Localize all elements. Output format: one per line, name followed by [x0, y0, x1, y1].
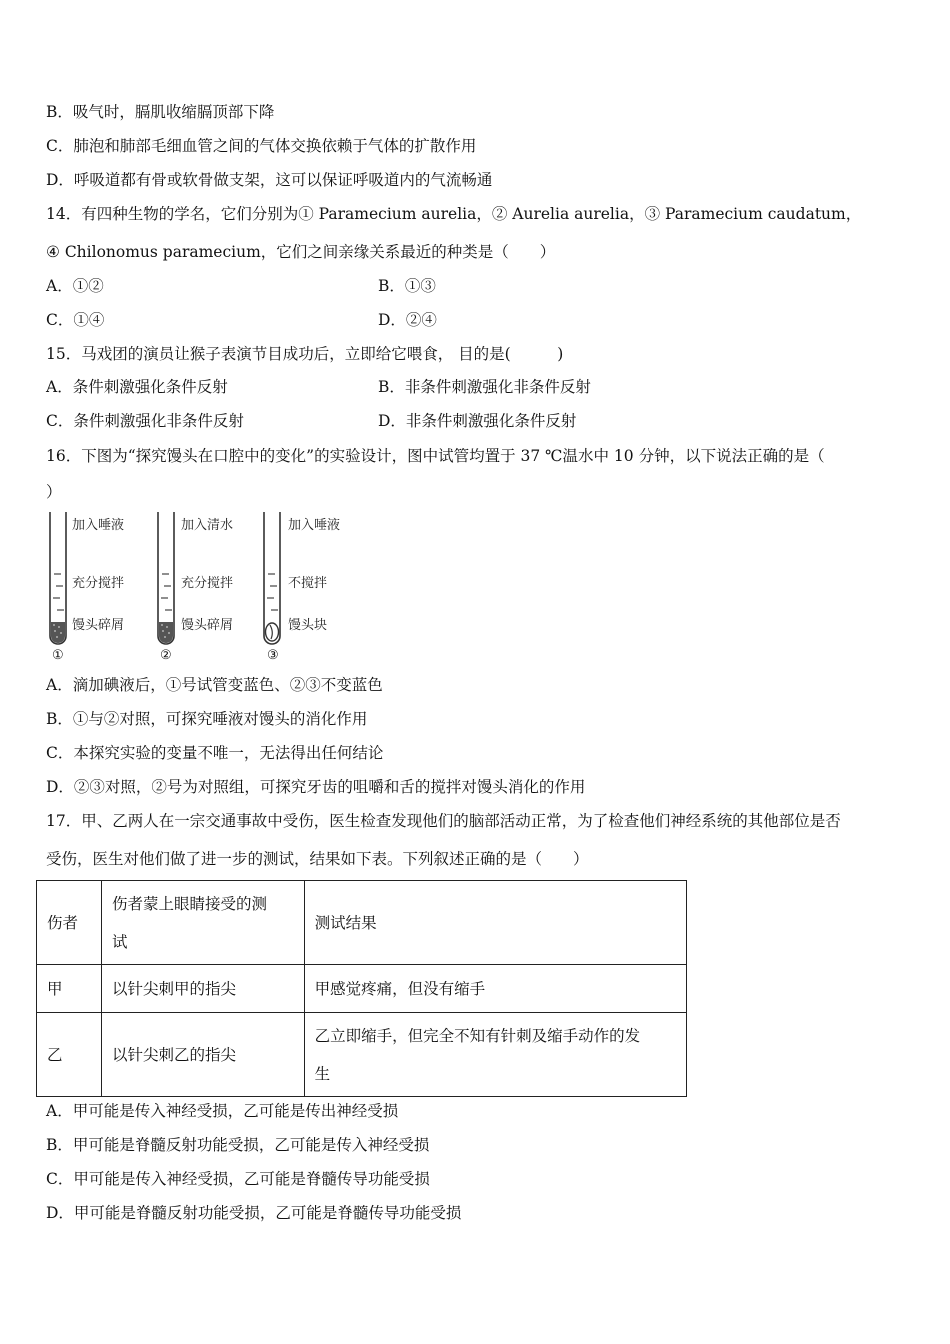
- row2-result: 乙立即缩手，但完全不知有针刺及缩手动作的发 生: [304, 1013, 686, 1097]
- row2-test: 以针尖刺乙的指尖: [101, 1013, 304, 1097]
- q15-option-d: D．非条件刺激强化条件反射: [378, 412, 577, 430]
- tube1-bottom-label: 馒头碎屑: [72, 618, 125, 633]
- q17-stem-line2: 受伤，医生对他们做了进一步的测试，结果如下表。下列叙述正确的是（ ）: [46, 850, 589, 868]
- q13-option-c: C．肺泡和肺部毛细血管之间的气体交换依赖于气体的扩散作用: [46, 137, 477, 155]
- q13-option-d: D．呼吸道都有骨或软骨做支架，这可以保证呼吸道内的气流畅通: [46, 171, 493, 189]
- tube2-number: ②: [160, 648, 172, 663]
- q16-option-a: A．滴加碘液后，①号试管变蓝色、②③不变蓝色: [46, 676, 383, 694]
- row2-injured: 乙: [37, 1013, 102, 1097]
- table-row: [37, 965, 687, 1013]
- q14-option-b: B．①③: [378, 277, 436, 295]
- table-header-row: [37, 881, 687, 965]
- test-tube-2: [156, 512, 176, 650]
- q15-option-b: B．非条件刺激强化非条件反射: [378, 378, 591, 396]
- q16-stem-line2: ）: [46, 483, 62, 501]
- tube3-number: ③: [267, 648, 279, 663]
- q17-option-d: D．甲可能是脊髓反射功能受损，乙可能是脊髓传导功能受损: [46, 1204, 462, 1222]
- tube2-top-label: 加入清水: [181, 518, 234, 533]
- header-cell-injured: 伤者: [37, 881, 102, 965]
- q14-option-d: D．②④: [378, 311, 437, 329]
- tube2-bottom-label: 馒头碎屑: [181, 618, 234, 633]
- q17-stem-line1: 17．甲、乙两人在一宗交通事故中受伤，医生检查发现他们的脑部活动正常，为了检查他们神经系统的其他部位是否: [46, 812, 841, 830]
- q17-option-a: A．甲可能是传入神经受损，乙可能是传出神经受损: [46, 1102, 399, 1120]
- table-row: [37, 1013, 687, 1097]
- q15-stem: 15．马戏团的演员让猴子表演节目成功后，立即给它喂食， 目的是( ): [46, 345, 564, 363]
- q14-option-a: A．①②: [46, 277, 104, 295]
- q16-option-c: C．本探究实验的变量不唯一，无法得出任何结论: [46, 744, 384, 762]
- test-tube-figure: [44, 512, 354, 664]
- tube3-bottom-label: 馒头块: [288, 618, 328, 633]
- q15-option-a: A．条件刺激强化条件反射: [46, 378, 228, 396]
- q14-stem-line2: ④ Chilonomus paramecium，它们之间亲缘关系最近的种类是（ ）: [46, 243, 556, 261]
- header-cell-result: 测试结果: [304, 881, 686, 965]
- q15-option-c: C．条件刺激强化非条件反射: [46, 412, 244, 430]
- test-tube-3: [262, 512, 282, 650]
- q13-option-b: B．吸气时，膈肌收缩膈顶部下降: [46, 103, 275, 121]
- tube1-top-label: 加入唾液: [72, 518, 125, 533]
- tube2-mid-label: 充分搅拌: [181, 576, 234, 591]
- q14-option-c: C．①④: [46, 311, 105, 329]
- tube3-mid-label: 不搅拌: [288, 576, 328, 591]
- row1-result: 甲感觉疼痛，但没有缩手: [304, 965, 686, 1013]
- tube3-top-label: 加入唾液: [288, 518, 341, 533]
- q17-option-c: C．甲可能是传入神经受损，乙可能是脊髓传导功能受损: [46, 1170, 430, 1188]
- q17-option-b: B．甲可能是脊髓反射功能受损，乙可能是传入神经受损: [46, 1136, 430, 1154]
- header-cell-test: 伤者蒙上眼睛接受的测 试: [101, 881, 304, 965]
- q16-option-d: D．②③对照，②号为对照组，可探究牙齿的咀嚼和舌的搅拌对馒头消化的作用: [46, 778, 586, 796]
- tube1-mid-label: 充分搅拌: [72, 576, 125, 591]
- q14-stem-line1: 14．有四种生物的学名，它们分别为① Paramecium aurelia，② Aurelia aurelia，③ Paramecium caudatum，: [46, 205, 862, 223]
- test-tube-1: [48, 512, 68, 650]
- row1-injured: 甲: [37, 965, 102, 1013]
- tube1-number: ①: [52, 648, 64, 663]
- q16-stem-line1: 16．下图为“探究馒头在口腔中的变化”的实验设计，图中试管均置于 37 ℃温水中 10 分钟，以下说法正确的是（: [46, 447, 825, 465]
- q16-option-b: B．①与②对照，可探究唾液对馒头的消化作用: [46, 710, 368, 728]
- injury-test-table: [36, 880, 687, 1097]
- row1-test: 以针尖刺甲的指尖: [101, 965, 304, 1013]
